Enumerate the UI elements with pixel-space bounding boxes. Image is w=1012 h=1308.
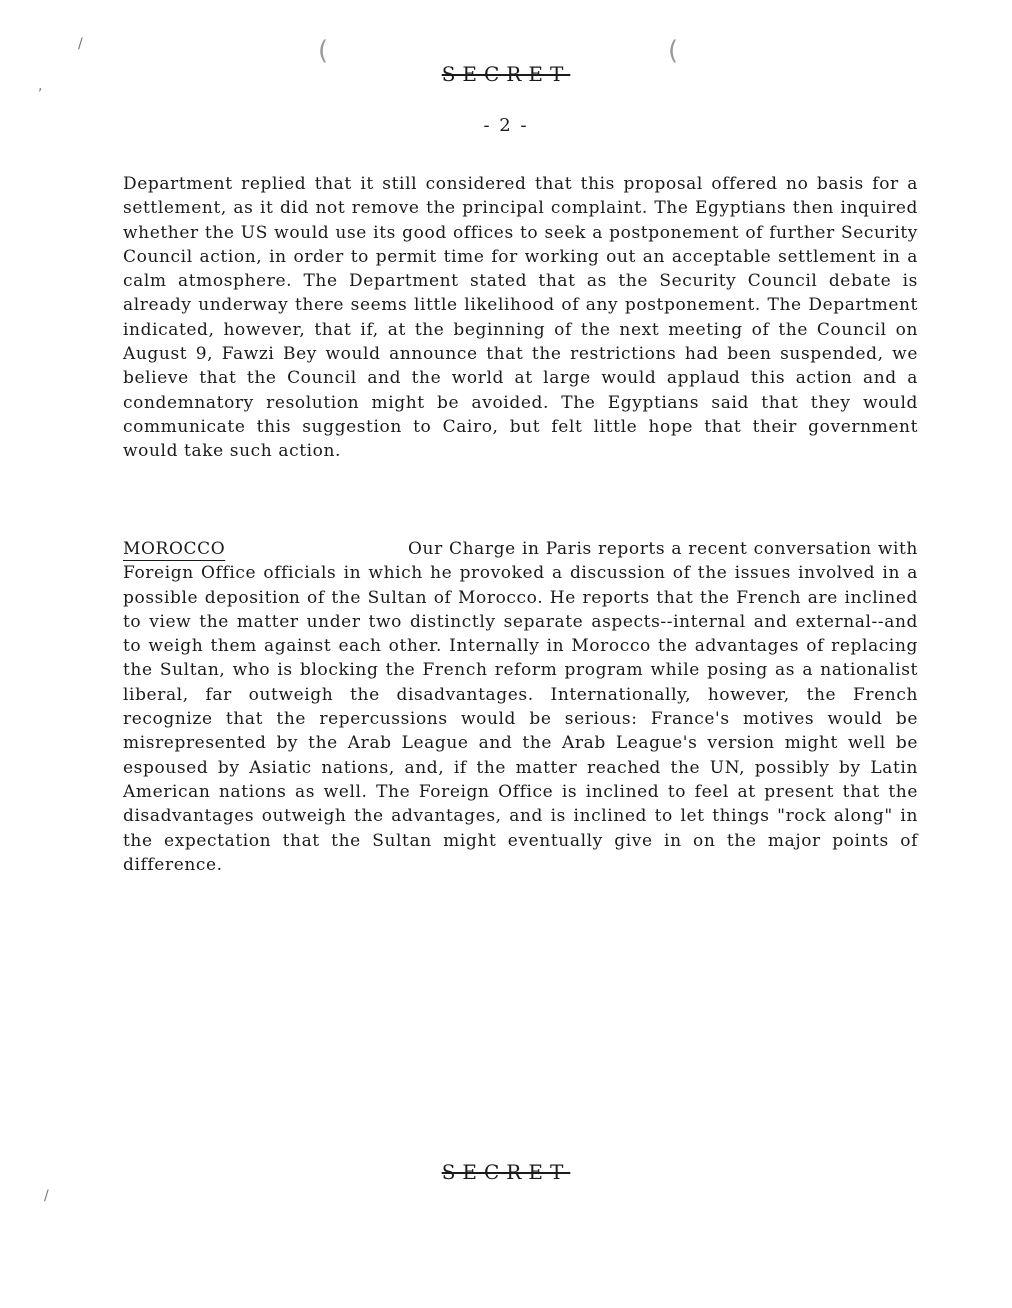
section-heading-morocco: MOROCCO [123, 539, 226, 559]
classification-header-text: SECRET [441, 62, 571, 86]
scan-speck: , [38, 78, 43, 94]
section-body-morocco: Our Charge in Paris reports a recent conversation with Foreign Office officials in which he provoked a discussion of the issues involved in a possible deposition of the Sultan of Morocco. He reports that the French are inclined to view the matter under two distinctly separate aspects--internal and external--and to weigh them against each other. Internally in Morocco the advantages of replacing the Sultan, who is blocking the French reform program while posing as a nationalist liberal, far outweigh the disadvantages. Internationally, however, the French recognize that the repercussions would be serious: France's motives would be misrepresented by the Arab League and the Arab League's version might well be espoused by Asiatic nations, and, if the matter reached the UN, possibly by Latin American nations as well. The Foreign Office is inclined to feel at present that the disadvantages outweigh the advantages, and is inclined to let things "rock along" in the expectation that the Sultan might eventually give in on the major points of difference. [123, 539, 918, 875]
section-morocco [123, 537, 918, 877]
scan-speck: / [78, 36, 83, 52]
margin-mark-left: ( [318, 36, 329, 66]
page-number: - 2 - [483, 115, 529, 136]
margin-mark-right: ( [668, 36, 679, 66]
classification-footer-text: SECRET [441, 1160, 571, 1184]
classification-header [0, 62, 1012, 86]
classification-footer [0, 1160, 1012, 1184]
paragraph-egypt-continued: Department replied that it still considered that this proposal offered no basis for a settlement, as it did not remove the principal complaint. The Egyptians then inquired whether the US would use its good offices to seek a postponement of further Security Council action, in order to permit time for working out an acceptable settlement in a calm atmosphere. The Department stated that as the Security Council debate is already underway there seems little likelihood of any postponement. The Department indicated, however, that if, at the beginning of the next meeting of the Council on August 9, Fawzi Bey would announce that the restrictions had been suspended, we believe that the Council and the world at large would applaud this action and a condemnatory resolution might be avoided. The Egyptians said that they would communicate this suggestion to Cairo, but felt little hope that their government would take such action. [123, 174, 918, 462]
scan-speck: / [44, 1188, 49, 1204]
